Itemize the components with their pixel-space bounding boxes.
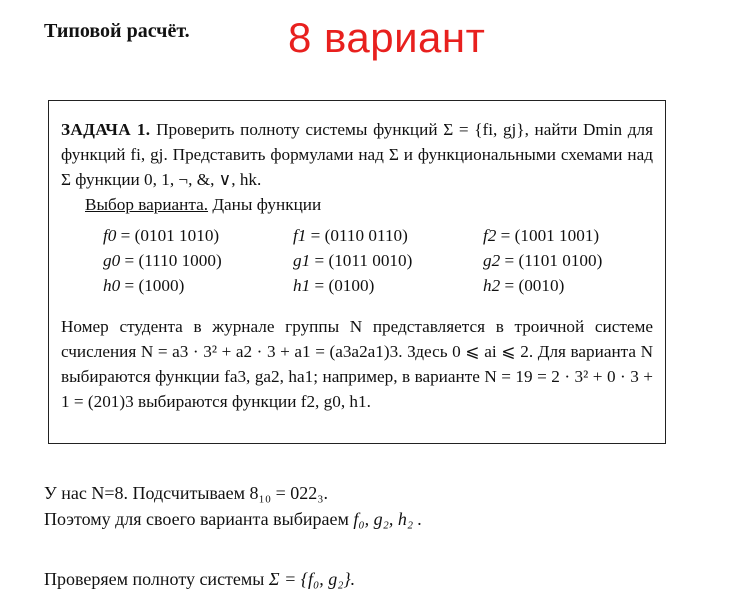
function-value: = (1011 0010): [314, 251, 413, 270]
function-entry: [483, 273, 643, 298]
solution-line-3: [44, 568, 355, 590]
function-value: = (0110 0110): [310, 226, 408, 245]
function-entry: [293, 273, 481, 298]
function-name: g1: [293, 251, 311, 270]
variant-choice-line: [85, 192, 653, 217]
function-entry: [293, 248, 481, 273]
task-intro-text: Проверить полноту системы функций Σ = {fi, gj}, найти Dmin для функций fi, gj. Представить формулами над Σ и функциональными схемами над Σ функции 0, 1, ¬, &, ∨, hk.: [61, 120, 653, 189]
task-explanation: Номер студента в журнале группы N представляется в троичной системе счисления N = a3 · 3² + a2 · 3 + a1 = (a3a2a1)3. Здесь 0 ⩽ ai ⩽ 2. Для варианта N выбираются функции fa3, ga2, ha1; например, в варианте N = 19 = 2 · 3² + 0 · 3 + 1 = (201)3 выбираются функции f2, g0, h1.: [61, 317, 653, 411]
function-name: g2: [483, 251, 501, 270]
function-value: = (0101 1010): [120, 226, 220, 245]
function-name: f0: [103, 226, 117, 245]
function-value: = (0100): [314, 276, 375, 295]
solution-line-2-text: Поэтому для своего варианта выбираем: [44, 509, 349, 529]
function-entry: [483, 248, 643, 273]
function-name: h1: [293, 276, 311, 295]
function-entry: [103, 273, 291, 298]
selected-functions: f₀, g₂, h₂ .: [353, 509, 423, 529]
task-number: ЗАДАЧА 1.: [61, 120, 151, 139]
variant-heading: 8 вариант: [288, 14, 486, 61]
function-value: = (1110 1000): [124, 251, 222, 270]
function-entry: [293, 223, 481, 248]
function-value: = (0010): [504, 276, 565, 295]
system-formula: Σ = {f₀, g₂}.: [268, 569, 356, 589]
task-intro: [61, 117, 653, 192]
task-statement-box: [48, 100, 666, 444]
function-entry: [103, 223, 291, 248]
function-name: f2: [483, 226, 497, 245]
variant-choice-rest: Даны функции: [212, 195, 322, 214]
function-name: g0: [103, 251, 121, 270]
solution-line-2: [44, 508, 422, 530]
solution-line-1: У нас N=8. Подсчитываем 8₁₀ = 022₃.: [44, 483, 329, 503]
page-title: Типовой расчёт.: [44, 20, 190, 42]
solution-line-3-text: Проверяем полноту системы: [44, 569, 265, 589]
function-value: = (1101 0100): [504, 251, 603, 270]
function-entry: [103, 248, 291, 273]
function-entry: [483, 223, 643, 248]
variant-choice-label: Выбор варианта.: [85, 195, 209, 214]
function-value: = (1001 1001): [500, 226, 600, 245]
functions-table: [103, 223, 653, 298]
function-name: h0: [103, 276, 121, 295]
function-value: = (1000): [124, 276, 185, 295]
function-name: f1: [293, 226, 307, 245]
function-name: h2: [483, 276, 501, 295]
